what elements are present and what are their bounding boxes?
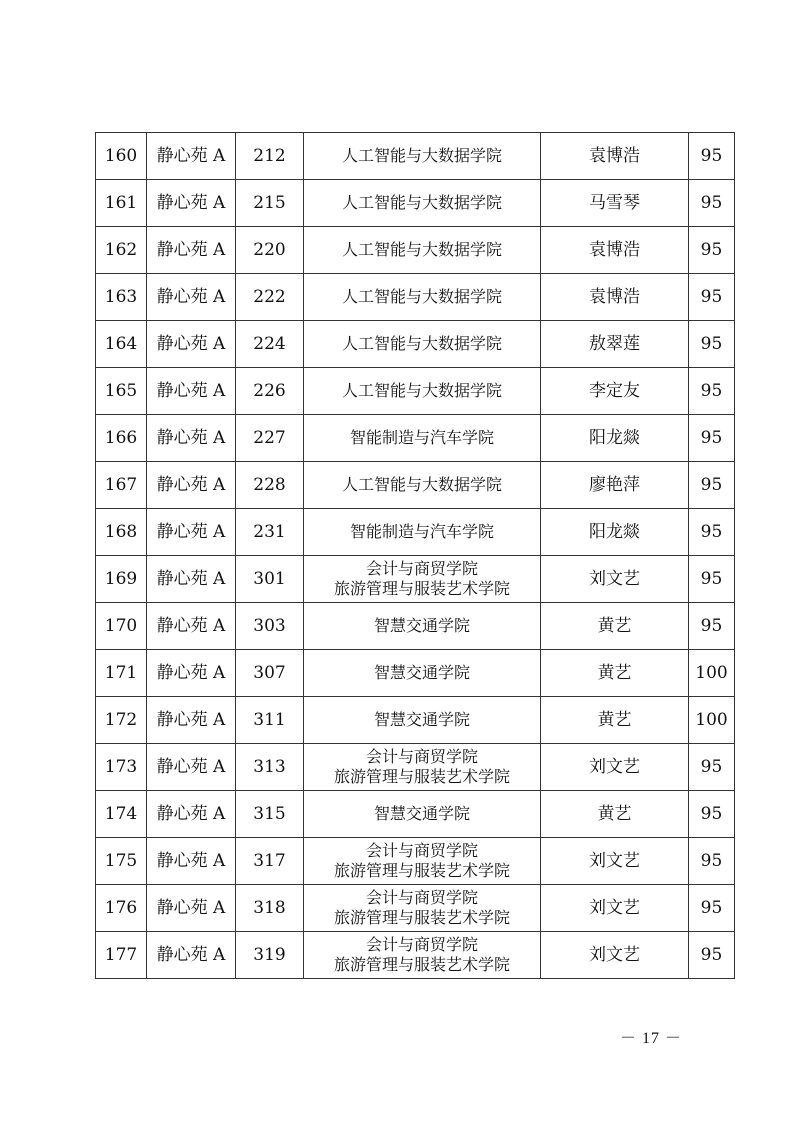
room-cell: 303	[236, 603, 304, 650]
row-number-cell: 164	[96, 321, 147, 368]
college-name: 人工智能与大数据学院	[341, 240, 502, 259]
row-number-cell: 161	[96, 180, 147, 227]
person-cell: 刘文艺	[541, 885, 689, 932]
person-cell: 敖翠莲	[541, 321, 689, 368]
college-cell	[304, 462, 541, 509]
row-number-cell: 168	[96, 509, 147, 556]
person-cell: 李定友	[541, 368, 689, 415]
college-name: 人工智能与大数据学院	[341, 334, 502, 353]
score-cell: 95	[689, 227, 735, 274]
college-name: 旅游管理与服装艺术学院	[333, 861, 510, 880]
row-number-cell: 162	[96, 227, 147, 274]
row-number-cell: 177	[96, 932, 147, 979]
score-cell: 95	[689, 603, 735, 650]
college-cell	[304, 603, 541, 650]
building-cell: 静心苑 A	[147, 697, 236, 744]
college-name: 旅游管理与服装艺术学院	[333, 579, 510, 598]
row-number-cell: 171	[96, 650, 147, 697]
table-row	[96, 462, 735, 509]
college-cell	[304, 180, 541, 227]
row-number-cell: 165	[96, 368, 147, 415]
table-row	[96, 791, 735, 838]
person-cell: 袁博浩	[541, 133, 689, 180]
building-cell: 静心苑 A	[147, 180, 236, 227]
person-cell: 阳龙燚	[541, 415, 689, 462]
building-cell: 静心苑 A	[147, 415, 236, 462]
college-name: 旅游管理与服装艺术学院	[333, 767, 510, 786]
person-cell: 黄艺	[541, 650, 689, 697]
building-cell: 静心苑 A	[147, 321, 236, 368]
college-name: 会计与商贸学院	[365, 559, 478, 578]
building-cell: 静心苑 A	[147, 932, 236, 979]
room-cell: 226	[236, 368, 304, 415]
dormitory-score-table	[95, 132, 735, 979]
college-name: 会计与商贸学院	[365, 935, 478, 954]
building-cell: 静心苑 A	[147, 133, 236, 180]
score-cell: 95	[689, 932, 735, 979]
college-name: 人工智能与大数据学院	[341, 146, 502, 165]
table-body	[96, 133, 735, 979]
table-row	[96, 697, 735, 744]
room-cell: 301	[236, 556, 304, 603]
score-cell: 95	[689, 274, 735, 321]
college-cell	[304, 885, 541, 932]
person-cell: 阳龙燚	[541, 509, 689, 556]
room-cell: 317	[236, 838, 304, 885]
college-cell	[304, 274, 541, 321]
table-row	[96, 838, 735, 885]
person-cell: 刘文艺	[541, 556, 689, 603]
building-cell: 静心苑 A	[147, 603, 236, 650]
college-name: 智慧交通学院	[373, 710, 470, 729]
person-cell: 袁博浩	[541, 274, 689, 321]
score-cell: 95	[689, 838, 735, 885]
college-cell	[304, 791, 541, 838]
building-cell: 静心苑 A	[147, 509, 236, 556]
table-row	[96, 180, 735, 227]
room-cell: 228	[236, 462, 304, 509]
college-cell	[304, 133, 541, 180]
table-row	[96, 321, 735, 368]
row-number-cell: 174	[96, 791, 147, 838]
building-cell: 静心苑 A	[147, 556, 236, 603]
row-number-cell: 170	[96, 603, 147, 650]
room-cell: 222	[236, 274, 304, 321]
college-name: 智慧交通学院	[373, 804, 470, 823]
row-number-cell: 175	[96, 838, 147, 885]
page-number: － 17 －	[620, 1030, 683, 1047]
row-number-cell: 166	[96, 415, 147, 462]
college-name: 智能制造与汽车学院	[349, 428, 494, 447]
college-name: 智慧交通学院	[373, 616, 470, 635]
building-cell: 静心苑 A	[147, 274, 236, 321]
table-row	[96, 556, 735, 603]
person-cell: 刘文艺	[541, 838, 689, 885]
building-cell: 静心苑 A	[147, 227, 236, 274]
college-cell	[304, 744, 541, 791]
score-cell: 95	[689, 368, 735, 415]
college-name: 人工智能与大数据学院	[341, 193, 502, 212]
table-row	[96, 650, 735, 697]
building-cell: 静心苑 A	[147, 791, 236, 838]
score-cell: 95	[689, 556, 735, 603]
person-cell: 刘文艺	[541, 744, 689, 791]
college-name: 会计与商贸学院	[365, 747, 478, 766]
room-cell: 318	[236, 885, 304, 932]
row-number-cell: 167	[96, 462, 147, 509]
room-cell: 315	[236, 791, 304, 838]
room-cell: 311	[236, 697, 304, 744]
room-cell: 319	[236, 932, 304, 979]
row-number-cell: 173	[96, 744, 147, 791]
college-name: 人工智能与大数据学院	[341, 381, 502, 400]
room-cell: 215	[236, 180, 304, 227]
college-cell	[304, 415, 541, 462]
college-name: 会计与商贸学院	[365, 888, 478, 907]
person-cell: 马雪琴	[541, 180, 689, 227]
college-cell	[304, 650, 541, 697]
table-row	[96, 274, 735, 321]
table-row	[96, 133, 735, 180]
score-cell: 95	[689, 744, 735, 791]
college-cell	[304, 321, 541, 368]
score-cell: 95	[689, 462, 735, 509]
room-cell: 227	[236, 415, 304, 462]
score-cell: 95	[689, 415, 735, 462]
building-cell: 静心苑 A	[147, 885, 236, 932]
table-row	[96, 227, 735, 274]
college-name: 旅游管理与服装艺术学院	[333, 908, 510, 927]
college-cell	[304, 509, 541, 556]
college-cell	[304, 838, 541, 885]
building-cell: 静心苑 A	[147, 462, 236, 509]
score-cell: 95	[689, 509, 735, 556]
table-row	[96, 509, 735, 556]
person-cell: 黄艺	[541, 697, 689, 744]
score-cell: 95	[689, 133, 735, 180]
row-number-cell: 163	[96, 274, 147, 321]
college-cell	[304, 556, 541, 603]
row-number-cell: 176	[96, 885, 147, 932]
building-cell: 静心苑 A	[147, 838, 236, 885]
table-row	[96, 932, 735, 979]
person-cell: 黄艺	[541, 791, 689, 838]
score-cell: 95	[689, 791, 735, 838]
table-row	[96, 415, 735, 462]
table-row	[96, 885, 735, 932]
room-cell: 231	[236, 509, 304, 556]
room-cell: 220	[236, 227, 304, 274]
row-number-cell: 160	[96, 133, 147, 180]
score-cell: 95	[689, 885, 735, 932]
college-cell	[304, 227, 541, 274]
score-cell: 100	[689, 697, 735, 744]
table-row	[96, 744, 735, 791]
college-cell	[304, 697, 541, 744]
college-name: 智能制造与汽车学院	[349, 522, 494, 541]
college-cell	[304, 368, 541, 415]
person-cell: 黄艺	[541, 603, 689, 650]
college-name: 旅游管理与服装艺术学院	[333, 955, 510, 974]
room-cell: 313	[236, 744, 304, 791]
score-cell: 95	[689, 321, 735, 368]
score-cell: 95	[689, 180, 735, 227]
college-cell	[304, 932, 541, 979]
row-number-cell: 172	[96, 697, 147, 744]
college-name: 人工智能与大数据学院	[341, 475, 502, 494]
table-row	[96, 603, 735, 650]
college-name: 人工智能与大数据学院	[341, 287, 502, 306]
row-number-cell: 169	[96, 556, 147, 603]
college-name: 智慧交通学院	[373, 663, 470, 682]
person-cell: 廖艳萍	[541, 462, 689, 509]
person-cell: 袁博浩	[541, 227, 689, 274]
score-cell: 100	[689, 650, 735, 697]
table-row	[96, 368, 735, 415]
building-cell: 静心苑 A	[147, 650, 236, 697]
building-cell: 静心苑 A	[147, 744, 236, 791]
person-cell: 刘文艺	[541, 932, 689, 979]
room-cell: 212	[236, 133, 304, 180]
college-name: 会计与商贸学院	[365, 841, 478, 860]
room-cell: 307	[236, 650, 304, 697]
room-cell: 224	[236, 321, 304, 368]
building-cell: 静心苑 A	[147, 368, 236, 415]
